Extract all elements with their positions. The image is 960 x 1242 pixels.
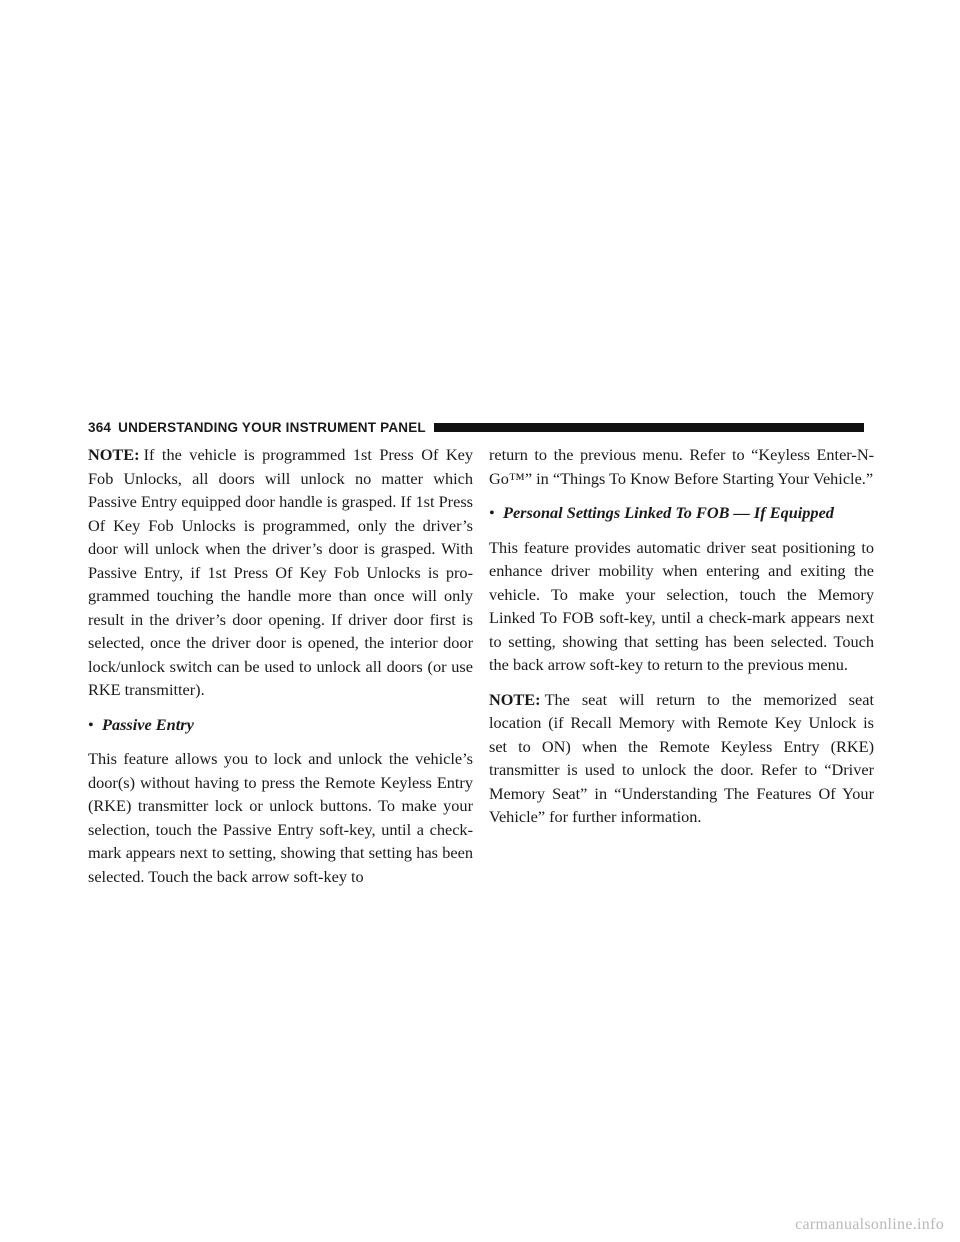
bullet-personal-settings [489, 501, 874, 525]
header-rule [434, 423, 864, 432]
left-column [88, 443, 473, 899]
body-paragraph: This feature allows you to lock and unlock the vehicle’s door(s) without having to press the Remote Keyless Entry (RKE) transmitter lock or unlock buttons. To make your selection, touch the Passive Entry soft-key, until a check-mark appears next to setting, showing that setting has been selected. Touch the back arrow soft-key to [88, 749, 473, 886]
note-paragraph [489, 688, 874, 829]
bullet-icon: • [88, 714, 94, 734]
section-title: UNDERSTANDING YOUR INSTRUMENT PANEL [118, 419, 426, 435]
page-header [88, 416, 864, 438]
site-watermark: carmanualsonline.info [795, 1216, 944, 1233]
note-label: NOTE: [489, 689, 541, 709]
body-paragraph: This feature provides automatic driver seat positioning to enhance driver mobility when entering and exiting the vehicle. To make your selection, touch the Memory Linked To FOB soft-key, until a check-mark appears next to setting, showing that setting has been selected. Touch the back arrow soft-key to return to the previous menu. [489, 537, 874, 674]
bullet-passive-entry [88, 713, 473, 737]
note-text: The seat will return to the memorized seat location (if Recall Memory with Remote Key Unlock is set to ON) when the Remote Keyless Entry (RKE) transmitter is used to unlock the door. Refer to “Driver Memory Seat” in “Understanding The Features Of Your Vehicle” for further information. [489, 689, 874, 826]
bullet-label: Passive Entry [102, 714, 194, 734]
note-text: If the vehicle is programmed 1st Press Of Key Fob Unlocks, all doors will unlock no matter which Passive Entry equipped door handle is grasped. If 1st Press Of Key Fob Unlocks is programmed, only the driver’s door will unlock when the driver’s door is grasped. With Passive Entry, if 1st Press Of Key Fob Unlocks is programmed touching the handle more than once will only result in the driver’s door opening. If driver door first is selected, once the driver door is opened, the interior door lock/unlock switch can be used to unlock all doors (or use RKE transmitter). [88, 445, 473, 699]
right-column [489, 443, 874, 840]
body-paragraph-continued: return to the previous menu. Refer to “Keyless Enter-N-Go™” in “Things To Know Before Starting Your Vehicle.” [489, 445, 874, 488]
bullet-icon: • [489, 503, 495, 522]
note-label: NOTE: [88, 445, 140, 464]
bullet-label: Personal Settings Linked To FOB — If Equipped [503, 503, 834, 522]
page-number: 364 [88, 419, 112, 435]
note-paragraph [88, 443, 473, 702]
